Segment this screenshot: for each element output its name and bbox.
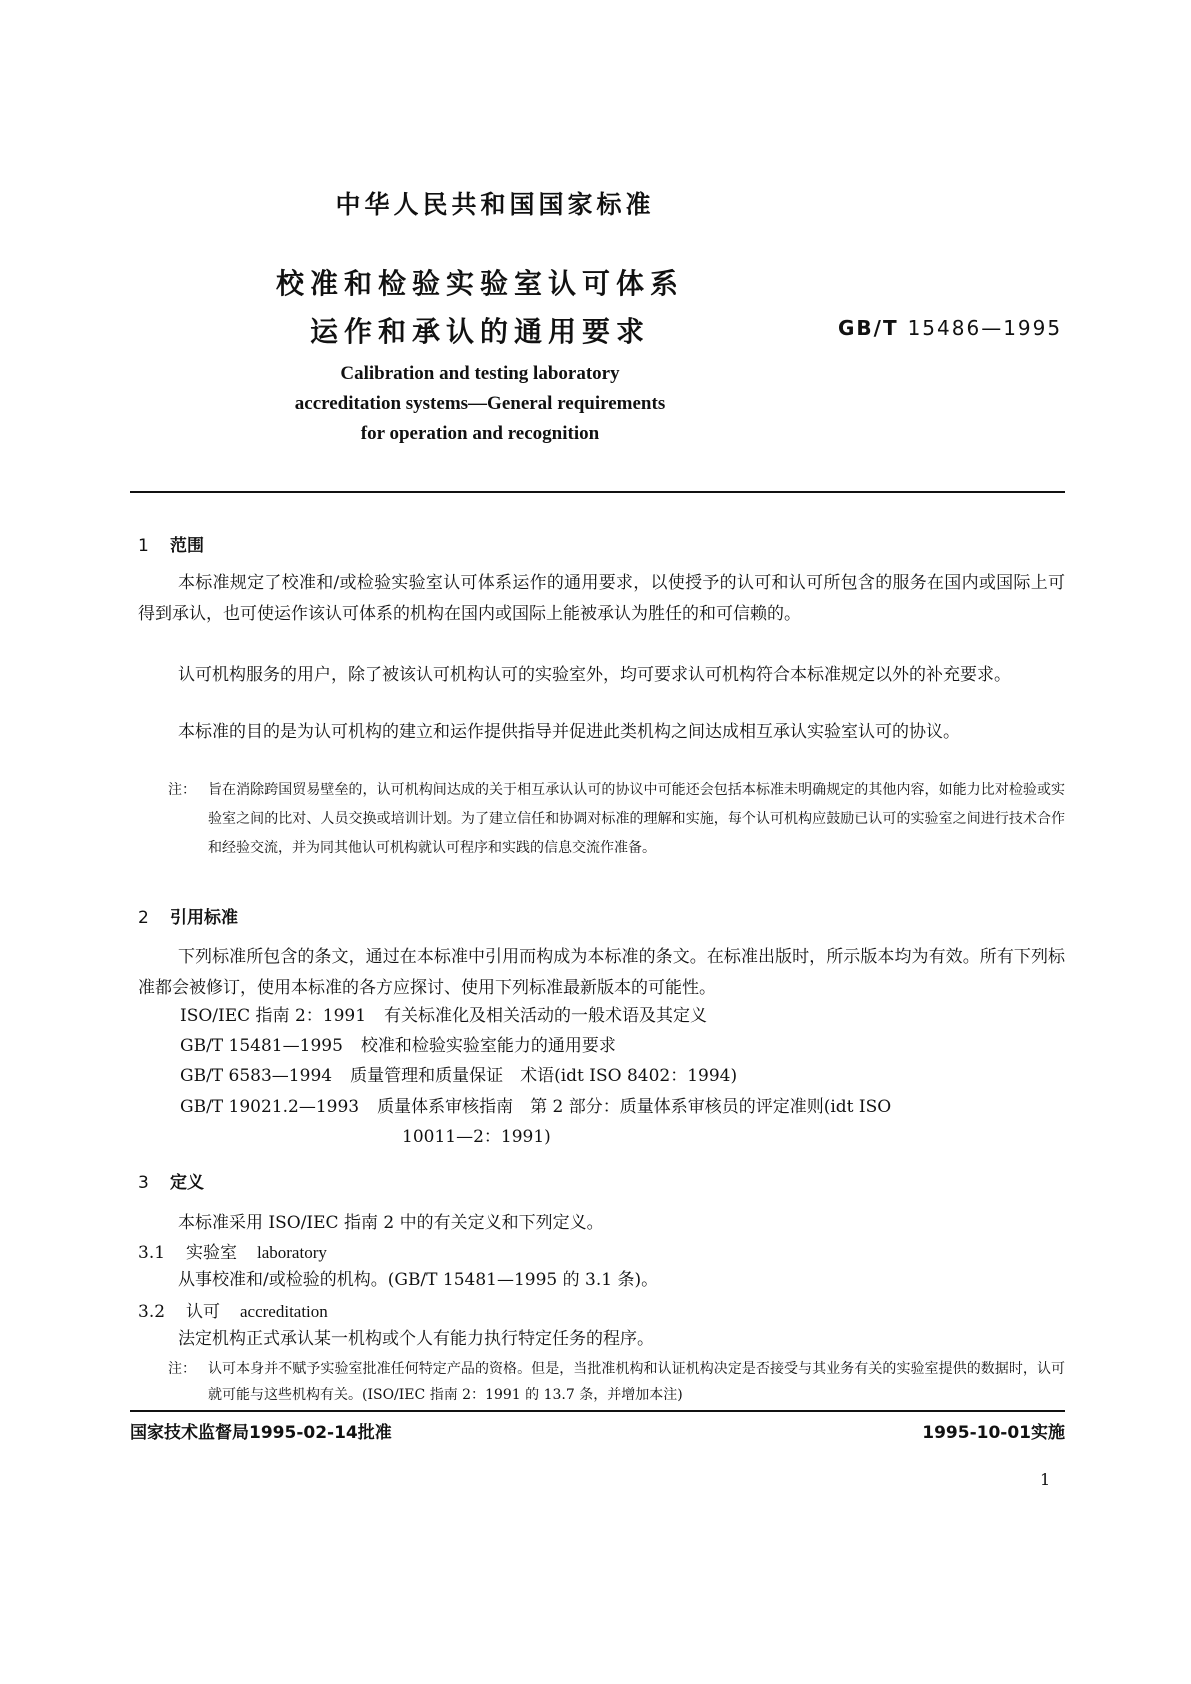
definition-term-en: accreditation bbox=[240, 1302, 328, 1321]
reference-code: GB/T 15481—1995 bbox=[180, 1036, 343, 1056]
reference-title: 质量管理和质量保证 术语(idt ISO 8402：1994) bbox=[350, 1066, 738, 1086]
note-label: 注： bbox=[168, 782, 196, 798]
section-number: 3 bbox=[138, 1173, 149, 1193]
definition-3-2-heading bbox=[138, 1297, 328, 1322]
title-en-line-3: for operation and recognition bbox=[360, 423, 600, 444]
section-title: 引用标准 bbox=[170, 908, 238, 928]
reference-code: ISO/IEC 指南 2：1991 bbox=[180, 1006, 367, 1026]
section-1-paragraph-3: 本标准的目的是为认可机构的建立和运作提供指导并促进此类机构之间达成相互承认实验室认可的协议。 bbox=[178, 722, 960, 742]
definition-term-cn: 实验室 bbox=[186, 1243, 237, 1263]
reference-code: GB/T 19021.2—1993 bbox=[180, 1097, 360, 1117]
title-cn-line-2: 运作和承认的通用要求 bbox=[309, 315, 650, 348]
section-1-note bbox=[168, 776, 1065, 863]
reference-item bbox=[180, 1092, 891, 1122]
definition-3-1-heading bbox=[138, 1238, 327, 1263]
header-divider bbox=[130, 491, 1065, 493]
title-en-line-2: accreditation systems—General requirements bbox=[294, 393, 666, 414]
definition-3-1-text: 从事校准和/或检验的机构。(GB/T 15481—1995 的 3.1 条)。 bbox=[178, 1270, 659, 1290]
reference-title: 校准和检验实验室能力的通用要求 bbox=[360, 1036, 616, 1056]
footer-divider bbox=[130, 1410, 1065, 1412]
note-text: 旨在消除跨国贸易壁垒的，认可机构间达成的关于相互承认认可的协议中可能还会包括本标准未明确规定的其他内容，如能力比对检验或实验室之间的比对、人员交换或培训计划。为了建立信任和协调对标准的理解和实施，每个认可机构应鼓励已认可的实验室之间进行技术合作和经验交流，并为同其他认可机构就认可程序和实践的信息交流作准备。 bbox=[208, 782, 1065, 856]
effective-date: 1995-10-01实施 bbox=[922, 1423, 1065, 1443]
section-3-note bbox=[168, 1356, 1065, 1408]
section-1-paragraph-2: 认可机构服务的用户，除了被该认可机构认可的实验室外，均可要求认可机构符合本标准规定以外的补充要求。 bbox=[178, 665, 1011, 685]
section-2-heading bbox=[138, 903, 238, 928]
section-number: 2 bbox=[138, 908, 149, 928]
standard-code bbox=[838, 316, 1062, 340]
definition-3-2-text: 法定机构正式承认某一机构或个人有能力执行特定任务的程序。 bbox=[178, 1329, 654, 1349]
section-title: 范围 bbox=[170, 536, 204, 556]
page-number: 1 bbox=[1040, 1470, 1051, 1489]
reference-title: 质量体系审核指南 第 2 部分：质量体系审核员的评定准则(idt ISO bbox=[377, 1097, 892, 1117]
reference-title: 有关标准化及相关活动的一般术语及其定义 bbox=[384, 1006, 708, 1026]
national-standard-heading: 中华人民共和国国家标准 bbox=[335, 190, 655, 219]
reference-code: GB/T 6583—1994 bbox=[180, 1066, 333, 1086]
section-number: 1 bbox=[138, 536, 149, 556]
section-title: 定义 bbox=[170, 1173, 204, 1193]
title-cn-line-1: 校准和检验实验室认可体系 bbox=[275, 267, 684, 300]
reference-item bbox=[180, 1001, 707, 1031]
title-en-line-1: Calibration and testing laboratory bbox=[340, 363, 620, 384]
section-1-heading bbox=[138, 531, 204, 556]
note-label: 注： bbox=[168, 1361, 196, 1377]
reference-item bbox=[180, 1031, 616, 1061]
standard-code-number: 15486—1995 bbox=[907, 316, 1063, 340]
definition-term-cn: 认可 bbox=[186, 1302, 220, 1322]
section-1-paragraph-1: 本标准规定了校准和/或检验实验室认可体系运作的通用要求，以使授予的认可和认可所包含的服务在国内或国际上可得到承认，也可使运作该认可体系的机构在国内或国际上能被承认为胜任的和可信赖的。 bbox=[138, 573, 1065, 624]
definition-number: 3.1 bbox=[138, 1243, 166, 1263]
reference-continuation: 10011—2：1991) bbox=[402, 1127, 551, 1147]
section-3-paragraph-1: 本标准采用 ISO/IEC 指南 2 中的有关定义和下列定义。 bbox=[178, 1213, 604, 1233]
standard-code-prefix: GB/T bbox=[838, 316, 899, 340]
note-text: 认可本身并不赋予实验室批准任何特定产品的资格。但是，当批准机构和认证机构决定是否接受与其业务有关的实验室提供的数据时，认可就可能与这些机构有关。(ISO/IEC 指南 2：1991 的 13.7 条，并增加本注) bbox=[208, 1361, 1065, 1403]
definition-number: 3.2 bbox=[138, 1302, 166, 1322]
section-2-paragraph-1: 下列标准所包含的条文，通过在本标准中引用而构成为本标准的条文。在标准出版时，所示版本均为有效。所有下列标准都会被修订，使用本标准的各方应探讨、使用下列标准最新版本的可能性。 bbox=[138, 947, 1065, 998]
definition-term-en: laboratory bbox=[257, 1243, 327, 1262]
reference-item bbox=[180, 1061, 737, 1091]
section-3-heading bbox=[138, 1168, 204, 1193]
approval-date: 国家技术监督局1995-02-14批准 bbox=[130, 1423, 392, 1443]
